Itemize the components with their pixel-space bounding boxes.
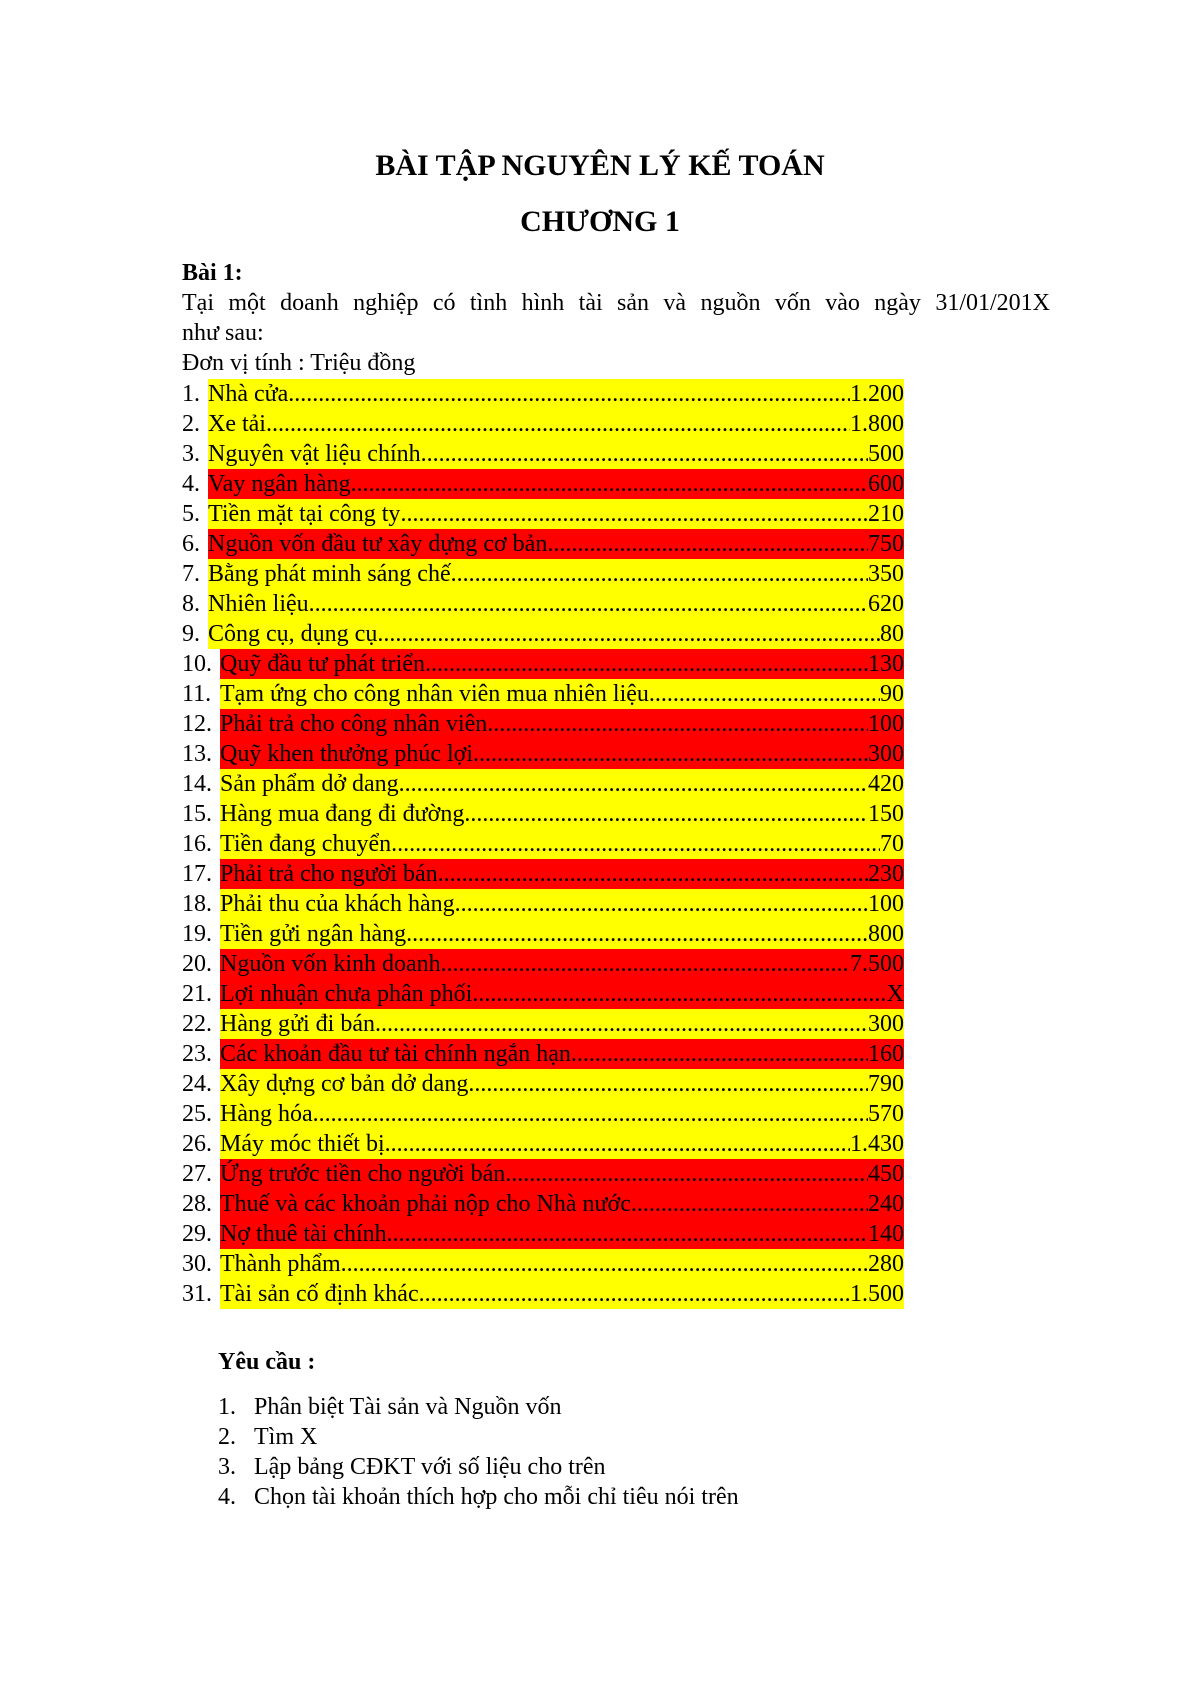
item-value: 790	[868, 1071, 904, 1097]
item-label: Phải trả cho công nhân viên	[220, 711, 488, 737]
item-value: 350	[868, 561, 904, 587]
item-label: Tạm ứng cho công nhân viên mua nhiên liệu	[220, 681, 649, 707]
highlight-bar	[220, 799, 904, 829]
item-value: 620	[868, 591, 904, 617]
requirement-text: Tìm X	[254, 1424, 318, 1450]
leader-dots	[309, 589, 868, 619]
item-number: 5.	[182, 501, 200, 527]
item-number: 26.	[182, 1131, 212, 1157]
leader-dots	[385, 1129, 850, 1159]
item-number: 13.	[182, 741, 212, 767]
leader-dots	[487, 709, 868, 739]
item-value: 230	[868, 861, 904, 887]
requirement-text: Lập bảng CĐKT với số liệu cho trên	[254, 1454, 606, 1480]
item-value: X	[886, 981, 904, 1007]
item-value: 100	[868, 891, 904, 917]
item-label: Sản phẩm dở dang	[220, 771, 399, 797]
highlight-bar	[220, 769, 904, 799]
highlight-bar	[220, 1219, 904, 1249]
item-label: Tiền gửi ngân hàng	[220, 921, 407, 947]
requirement-text: Phân biệt Tài sản và Nguồn vốn	[254, 1394, 562, 1420]
item-label: Tiền đang chuyển	[220, 831, 392, 857]
highlight-bar	[208, 499, 904, 529]
item-number: 7.	[182, 561, 200, 587]
document-title: BÀI TẬP NGUYÊN LÝ KẾ TOÁN	[375, 149, 825, 182]
item-number: 27.	[182, 1161, 212, 1187]
item-label: Bằng phát minh sáng chế	[208, 561, 451, 587]
highlight-bar	[220, 739, 904, 769]
item-value: 750	[868, 531, 904, 557]
item-label: Vay ngân hàng	[208, 471, 351, 497]
highlight-bar	[220, 1129, 904, 1159]
item-number: 21.	[182, 981, 212, 1007]
leader-dots	[399, 769, 868, 799]
item-number: 14.	[182, 771, 212, 797]
item-number: 24.	[182, 1071, 212, 1097]
intro-line-2: như sau:	[182, 320, 264, 346]
leader-dots	[266, 409, 850, 439]
item-value: 90	[880, 681, 904, 707]
item-number: 2.	[182, 411, 200, 437]
exercise-label: Bài 1:	[182, 260, 243, 286]
item-value: 1.500	[850, 1281, 904, 1307]
item-number: 30.	[182, 1251, 212, 1277]
highlight-bar	[220, 1099, 904, 1129]
highlight-bar	[208, 409, 904, 439]
leader-dots	[547, 529, 868, 559]
item-value: 300	[868, 741, 904, 767]
item-value: 800	[868, 921, 904, 947]
item-label: Nợ thuê tài chính	[220, 1221, 387, 1247]
item-number: 28.	[182, 1191, 212, 1217]
highlight-bar	[208, 379, 904, 409]
item-label: Quỹ khen thưởng phúc lợi	[220, 741, 474, 767]
item-number: 18.	[182, 891, 212, 917]
highlight-bar	[220, 709, 904, 739]
item-value: 1.430	[850, 1131, 904, 1157]
leader-dots	[351, 469, 868, 499]
item-label: Nguyên vật liệu chính	[208, 441, 421, 467]
item-label: Tài sản cố định khác	[220, 1281, 419, 1307]
highlight-bar	[220, 859, 904, 889]
leader-dots	[375, 1009, 868, 1039]
item-number: 11.	[182, 681, 212, 707]
highlight-bar	[220, 649, 904, 679]
item-value: 80	[880, 621, 904, 647]
item-number: 23.	[182, 1041, 212, 1067]
leader-dots	[649, 679, 880, 709]
item-number: 12.	[182, 711, 212, 737]
leader-dots	[441, 949, 850, 979]
requirement-number: 2.	[218, 1424, 236, 1450]
item-label: Hàng hóa	[220, 1101, 313, 1127]
item-label: Xe tải	[208, 411, 266, 437]
requirement-item	[218, 1482, 739, 1512]
item-number: 20.	[182, 951, 212, 977]
item-label: Thuế và các khoản phải nộp cho Nhà nước	[220, 1191, 631, 1217]
leader-dots	[341, 1249, 868, 1279]
highlight-bar	[208, 589, 904, 619]
highlight-bar	[208, 439, 904, 469]
item-label: Phải trả cho người bán	[220, 861, 438, 887]
leader-dots	[464, 799, 868, 829]
requirements-title: Yêu cầu :	[218, 1349, 316, 1375]
item-number: 3.	[182, 441, 200, 467]
highlight-bar	[220, 1249, 904, 1279]
intro-line-1: Tại một doanh nghiệp có tình hình tài sản và nguồn vốn vào ngày 31/01/201X	[182, 290, 1050, 316]
highlight-bar	[220, 979, 904, 1009]
item-label: Nhiên liệu	[208, 591, 309, 617]
highlight-bar	[220, 1279, 904, 1309]
item-value: 160	[868, 1041, 904, 1067]
requirement-number: 3.	[218, 1454, 236, 1480]
requirement-number: 1.	[218, 1394, 236, 1420]
leader-dots	[473, 739, 868, 769]
item-label: Các khoản đầu tư tài chính ngắn hạn	[220, 1041, 571, 1067]
item-value: 450	[868, 1161, 904, 1187]
item-number: 25.	[182, 1101, 212, 1127]
item-number: 4.	[182, 471, 200, 497]
item-number: 29.	[182, 1221, 212, 1247]
leader-dots	[387, 1219, 868, 1249]
item-value: 7.500	[850, 951, 904, 977]
requirement-item	[218, 1392, 739, 1422]
item-label: Nguồn vốn kinh doanh	[220, 951, 441, 977]
highlight-bar	[208, 619, 904, 649]
requirement-number: 4.	[218, 1484, 236, 1510]
leader-dots	[313, 1099, 868, 1129]
highlight-bar	[220, 1069, 904, 1099]
item-label: Nhà cửa	[208, 381, 289, 407]
item-label: Máy móc thiết bị	[220, 1131, 385, 1157]
highlight-bar	[220, 1009, 904, 1039]
highlight-bar	[220, 919, 904, 949]
item-number: 15.	[182, 801, 212, 827]
item-number: 16.	[182, 831, 212, 857]
highlight-bar	[220, 1159, 904, 1189]
item-number: 10.	[182, 651, 212, 677]
highlight-bar	[220, 1039, 904, 1069]
item-number: 9.	[182, 621, 200, 647]
item-number: 8.	[182, 591, 200, 617]
item-value: 140	[868, 1221, 904, 1247]
highlight-bar	[220, 1189, 904, 1219]
item-value: 500	[868, 441, 904, 467]
item-label: Công cụ, dụng cụ	[208, 621, 378, 647]
leader-dots	[391, 829, 880, 859]
item-value: 210	[868, 501, 904, 527]
highlight-bar	[208, 469, 904, 499]
leader-dots	[472, 979, 886, 1009]
requirement-item	[218, 1452, 739, 1482]
item-label: Tiền mặt tại công ty	[208, 501, 401, 527]
item-label: Phải thu của khách hàng	[220, 891, 455, 917]
leader-dots	[438, 859, 868, 889]
item-value: 280	[868, 1251, 904, 1277]
item-number: 6.	[182, 531, 200, 557]
leader-dots	[468, 1069, 868, 1099]
item-number: 1.	[182, 381, 200, 407]
item-value: 150	[868, 801, 904, 827]
leader-dots	[377, 619, 880, 649]
leader-dots	[631, 1189, 868, 1219]
item-value: 600	[868, 471, 904, 497]
item-number: 22.	[182, 1011, 212, 1037]
requirement-text: Chọn tài khoản thích hợp cho mỗi chỉ tiêu nói trên	[254, 1484, 739, 1510]
highlight-bar	[220, 949, 904, 979]
requirements-list	[218, 1392, 739, 1512]
leader-dots	[455, 889, 868, 919]
item-label: Hàng mua đang đi đường	[220, 801, 465, 827]
leader-dots	[451, 559, 868, 589]
highlight-bar	[220, 889, 904, 919]
item-value: 240	[868, 1191, 904, 1217]
highlight-bar	[208, 559, 904, 589]
item-value: 1.200	[850, 381, 904, 407]
unit-note: Đơn vị tính : Triệu đồng	[182, 350, 416, 376]
item-number: 31.	[182, 1281, 212, 1307]
item-label: Quỹ đầu tư phát triển	[220, 651, 425, 677]
item-value: 70	[880, 831, 904, 857]
item-label: Xây dựng cơ bản dở dang	[220, 1071, 469, 1097]
item-label: Hàng gửi đi bán	[220, 1011, 375, 1037]
item-value: 1.800	[850, 411, 904, 437]
leader-dots	[421, 439, 868, 469]
item-label: Ứng trước tiền cho người bán	[220, 1161, 506, 1187]
highlight-bar	[208, 529, 904, 559]
leader-dots	[406, 919, 868, 949]
item-value: 570	[868, 1101, 904, 1127]
item-number: 17.	[182, 861, 212, 887]
leader-dots	[400, 499, 868, 529]
item-label: Nguồn vốn đầu tư xây dựng cơ bản	[208, 531, 548, 557]
chapter-heading: CHƯƠNG 1	[520, 205, 680, 238]
item-value: 130	[868, 651, 904, 677]
item-number: 19.	[182, 921, 212, 947]
leader-dots	[505, 1159, 868, 1189]
leader-dots	[425, 649, 868, 679]
requirement-item	[218, 1422, 739, 1452]
item-value: 100	[868, 711, 904, 737]
item-label: Lợi nhuận chưa phân phối	[220, 981, 473, 1007]
item-value: 420	[868, 771, 904, 797]
item-value: 300	[868, 1011, 904, 1037]
highlight-bar	[220, 829, 904, 859]
highlight-bar	[220, 679, 904, 709]
leader-dots	[288, 379, 850, 409]
leader-dots	[419, 1279, 850, 1309]
leader-dots	[571, 1039, 868, 1069]
item-label: Thành phẩm	[220, 1251, 341, 1277]
